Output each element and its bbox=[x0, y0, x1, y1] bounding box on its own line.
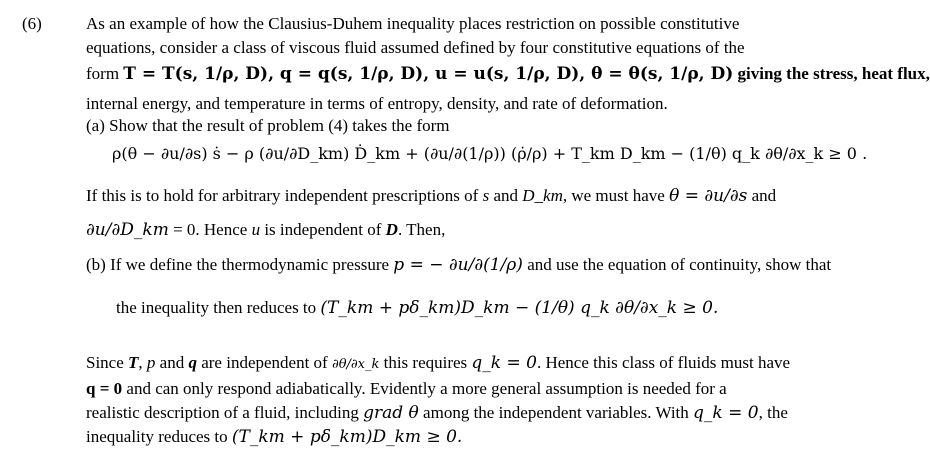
hold-var-u: u bbox=[251, 220, 261, 239]
conclusion-line-1 bbox=[86, 353, 790, 373]
c1-a: Since bbox=[86, 353, 129, 372]
c2-q0: q = 0 bbox=[86, 379, 123, 398]
intro-line-3-suffix: giving the stress, heat flux, bbox=[733, 64, 930, 83]
part-a-equation: ρ(θ − ∂u/∂s) ṡ − ρ (∂u/∂D_km) Ḋ_km + (∂u/∂(1/ρ)) (ρ̇/ρ) + T_km D_km − (1/θ) q_k ∂θ/∂x_k ≥ 0 . bbox=[112, 144, 868, 163]
hold-text-g: and bbox=[747, 186, 777, 205]
hold-var-dkm: D_km bbox=[522, 186, 563, 205]
intro-line-4: internal energy, and temperature in terms of entropy, density, and rate of deformation. bbox=[86, 94, 668, 113]
c4-inequality: (T_km + pδ_km)D_km ≥ 0. bbox=[231, 427, 463, 447]
hold-theta-eq: θ = ∂u/∂s bbox=[669, 186, 748, 206]
conclusion-line-4 bbox=[86, 427, 462, 447]
part-b-line-2-text: the inequality then reduces to bbox=[116, 298, 321, 317]
intro-line-2: equations, consider a class of viscous fluid assumed defined by four constitutive equations of the bbox=[86, 38, 745, 57]
hold-text-e: , we must have bbox=[562, 186, 670, 205]
hold-text-c: and bbox=[489, 186, 523, 205]
c1-e: and bbox=[155, 353, 189, 372]
c2-b: and can only respond adiabatically. Evidently a more general assumption is needed for a bbox=[122, 379, 727, 398]
c4-a: inequality reduces to bbox=[86, 427, 232, 446]
c3-a: realistic description of a fluid, including bbox=[86, 403, 364, 422]
hold-line-2 bbox=[86, 220, 445, 240]
hold-var-s: s bbox=[482, 186, 490, 205]
c1-i: this requires bbox=[379, 353, 472, 372]
c1-k: . Hence this class of fluids must have bbox=[536, 353, 791, 372]
part-b-pressure: p = − ∂u/∂(1/ρ) bbox=[393, 255, 523, 275]
c1-c: , bbox=[138, 353, 147, 372]
intro-line-3 bbox=[86, 64, 930, 84]
part-b-line-1 bbox=[86, 255, 831, 275]
hold-line-1 bbox=[86, 186, 776, 206]
hold-text-2b: = 0. Hence bbox=[168, 220, 252, 239]
c1-partial: ∂θ/∂x_k bbox=[331, 357, 380, 372]
c3-c: among the independent variables. With bbox=[418, 403, 694, 422]
c3-e: , the bbox=[758, 403, 788, 422]
hold-partial-u: ∂u/∂D_km bbox=[86, 220, 169, 240]
intro-line-1: As an example of how the Clausius-Duhem inequality places restriction on possible constitutive bbox=[86, 14, 740, 33]
problem-number: (6) bbox=[22, 14, 42, 33]
c1-q: q bbox=[188, 353, 197, 372]
c3-qk: q_k = 0 bbox=[693, 403, 759, 423]
hold-text-2f: . Then, bbox=[397, 220, 446, 239]
part-b-inequality: (T_km + pδ_km)D_km − (1/θ) q_k ∂θ/∂x_k ≥ 0. bbox=[320, 298, 719, 318]
intro-line-3-prefix: form bbox=[86, 64, 124, 83]
hold-text-2d: is independent of bbox=[260, 220, 386, 239]
c1-T: T bbox=[128, 353, 139, 372]
c1-g: are independent of bbox=[196, 353, 332, 372]
c1-qk: q_k = 0 bbox=[471, 353, 537, 373]
part-b-label-b: and use the equation of continuity, show that bbox=[522, 255, 832, 274]
part-a-label: (a) Show that the result of problem (4) takes the form bbox=[86, 116, 450, 135]
part-b-line-2 bbox=[116, 298, 718, 318]
c3-grad: grad θ bbox=[363, 403, 419, 423]
c1-p: p bbox=[146, 353, 156, 372]
constitutive-equations: T = T(s, 1/ρ, D), q = q(s, 1/ρ, D), u = u(s, 1/ρ, D), θ = θ(s, 1/ρ, D) bbox=[123, 64, 734, 84]
hold-text-a: If this is to hold for arbitrary independent prescriptions of bbox=[86, 186, 483, 205]
conclusion-line-3 bbox=[86, 403, 788, 423]
hold-var-D: D bbox=[385, 220, 398, 239]
part-b-label-a: (b) If we define the thermodynamic pressure bbox=[86, 255, 394, 274]
conclusion-line-2 bbox=[86, 379, 727, 399]
